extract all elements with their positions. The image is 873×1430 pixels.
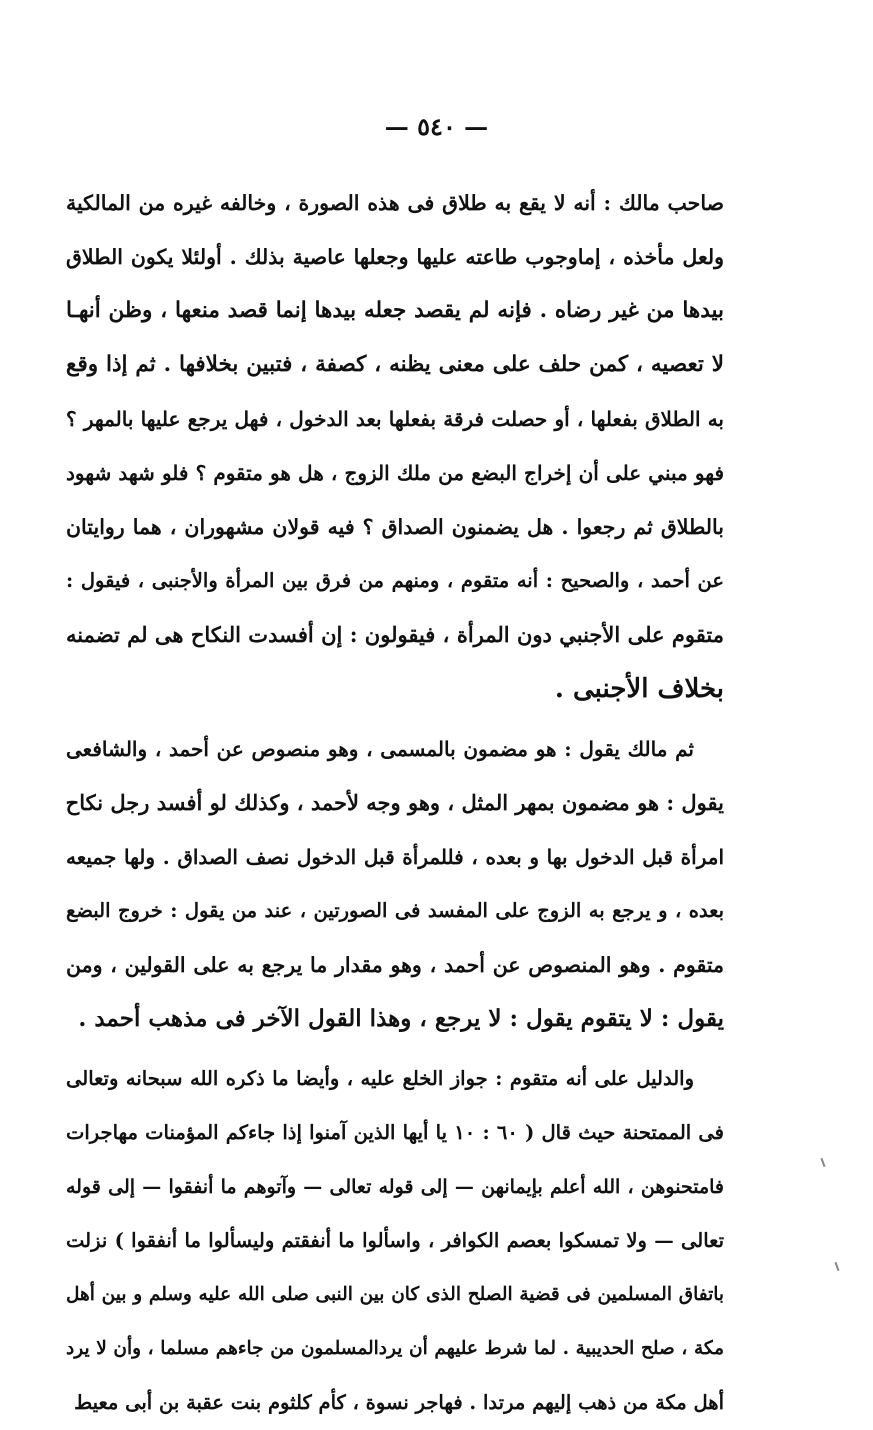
text-line: مكة ، صلح الحديبية . لما شرط عليهم أن يردالمسلمون من جاءهم مسلما ، وأن لا يرد	[66, 1338, 724, 1359]
paragraph	[66, 722, 724, 1046]
text-line: بخلاف الأجنبى .	[554, 674, 724, 704]
text-line: فى الممتحنة حيث قال ( ٦٠ : ١٠ يا أيها الذين آمنوا إذا جاءكم المؤمنات مهاجرات	[66, 1121, 724, 1144]
text-line: فامتحنوهن ، الله أعلم بإيمانهن — إلى قوله تعالى — وآتوهم ما أنفقوا — إلى قوله	[66, 1176, 724, 1198]
text-line: بعده ، و يرجع به الزوج على المفسد فى الصورتين ، عند من يقول : خروج البضع	[66, 899, 724, 922]
text-line: باتفاق المسلمين فى قضية الصلح الذى كان بين النبى صلى الله عليه وسلم و بين أهل	[66, 1284, 724, 1305]
text-line: لا تعصيه ، كمن حلف على معنى يظنه ، كصفة ، فتبين بخلافها . ثم إذا وقع	[66, 352, 724, 377]
text-line: والدليل على أنه متقوم : جواز الخلع عليه ، وأيضا ما ذكره الله سبحانه وتعالى	[66, 1067, 694, 1090]
text-line: بالطلاق ثم رجعوا . هل يضمنون الصداق ؟ فيه قولان مشهوران ، هما روايتان	[66, 515, 724, 539]
scan-speck	[821, 1158, 826, 1167]
text-line: ولعل مأخذه ، إماوجوب طاعته عليها وجعلها عاصية بذلك . أولئلا يكون الطلاق	[66, 245, 724, 269]
text-line: صاحب مالك : أنه لا يقع به طلاق فى هذه الصورة ، وخالفه غيره من المالكية	[66, 191, 724, 215]
page-number: — ٥٤٠ —	[384, 112, 489, 141]
text-line: يقول : هو مضمون بمهر المثل ، وهو وجه لأحمد ، وكذلك لو أفسد رجل نكاح	[66, 790, 724, 815]
paragraph	[66, 1052, 724, 1430]
scan-speck	[835, 1262, 840, 1271]
text-line: امرأة قبل الدخول بها و بعده ، فللمرأة قبل الدخول نصف الصداق . ولها جميعه	[66, 845, 724, 869]
text-line: تعالى — ولا تمسكوا بعصم الكوافر ، واسألوا ما أنفقتم وليسألوا ما أنفقوا ) نزلت	[66, 1229, 724, 1252]
text-body	[66, 176, 724, 1430]
text-line: متقوم على الأجنبي دون المرأة ، فيقولون : إن أفسدت النكاح هى لم تضمنه	[66, 622, 724, 647]
text-line: ثم مالك يقول : هو مضمون بالمسمى ، وهو منصوص عن أحمد ، والشافعى	[66, 737, 694, 761]
paragraph	[66, 176, 724, 716]
text-line: فهو مبني على أن إخراج البضع من ملك الزوج ، هل هو متقوم ؟ فلو شهد شهود	[66, 461, 724, 485]
text-line: أهل مكة من ذهب إليهم مرتدا . فهاجر نسوة ، كأم كلثوم بنت عقبة بن أبى معيط	[74, 1391, 724, 1414]
text-line: يقول : لا يتقوم يقول : لا يرجع ، وهذا القول الآخر فى مذهب أحمد .	[78, 1005, 724, 1032]
text-line: عن أحمد ، والصحيح : أنه متقوم ، ومنهم من فرق بين المرأة والأجنبى ، فيقول :	[66, 569, 724, 592]
text-line: متقوم . وهو المنصوص عن أحمد ، وهو مقدار ما يرجع به على القولين ، ومن	[66, 953, 724, 977]
text-line: به الطلاق بفعلها ، أو حصلت فرقة بفعلها بعد الدخول ، فهل يرجع عليها بالمهر ؟	[66, 407, 724, 431]
text-line: بيدها من غير رضاه . فإنه لم يقصد جعله بيدها إنما قصد منعها ، وظن أنهـا	[66, 298, 724, 323]
